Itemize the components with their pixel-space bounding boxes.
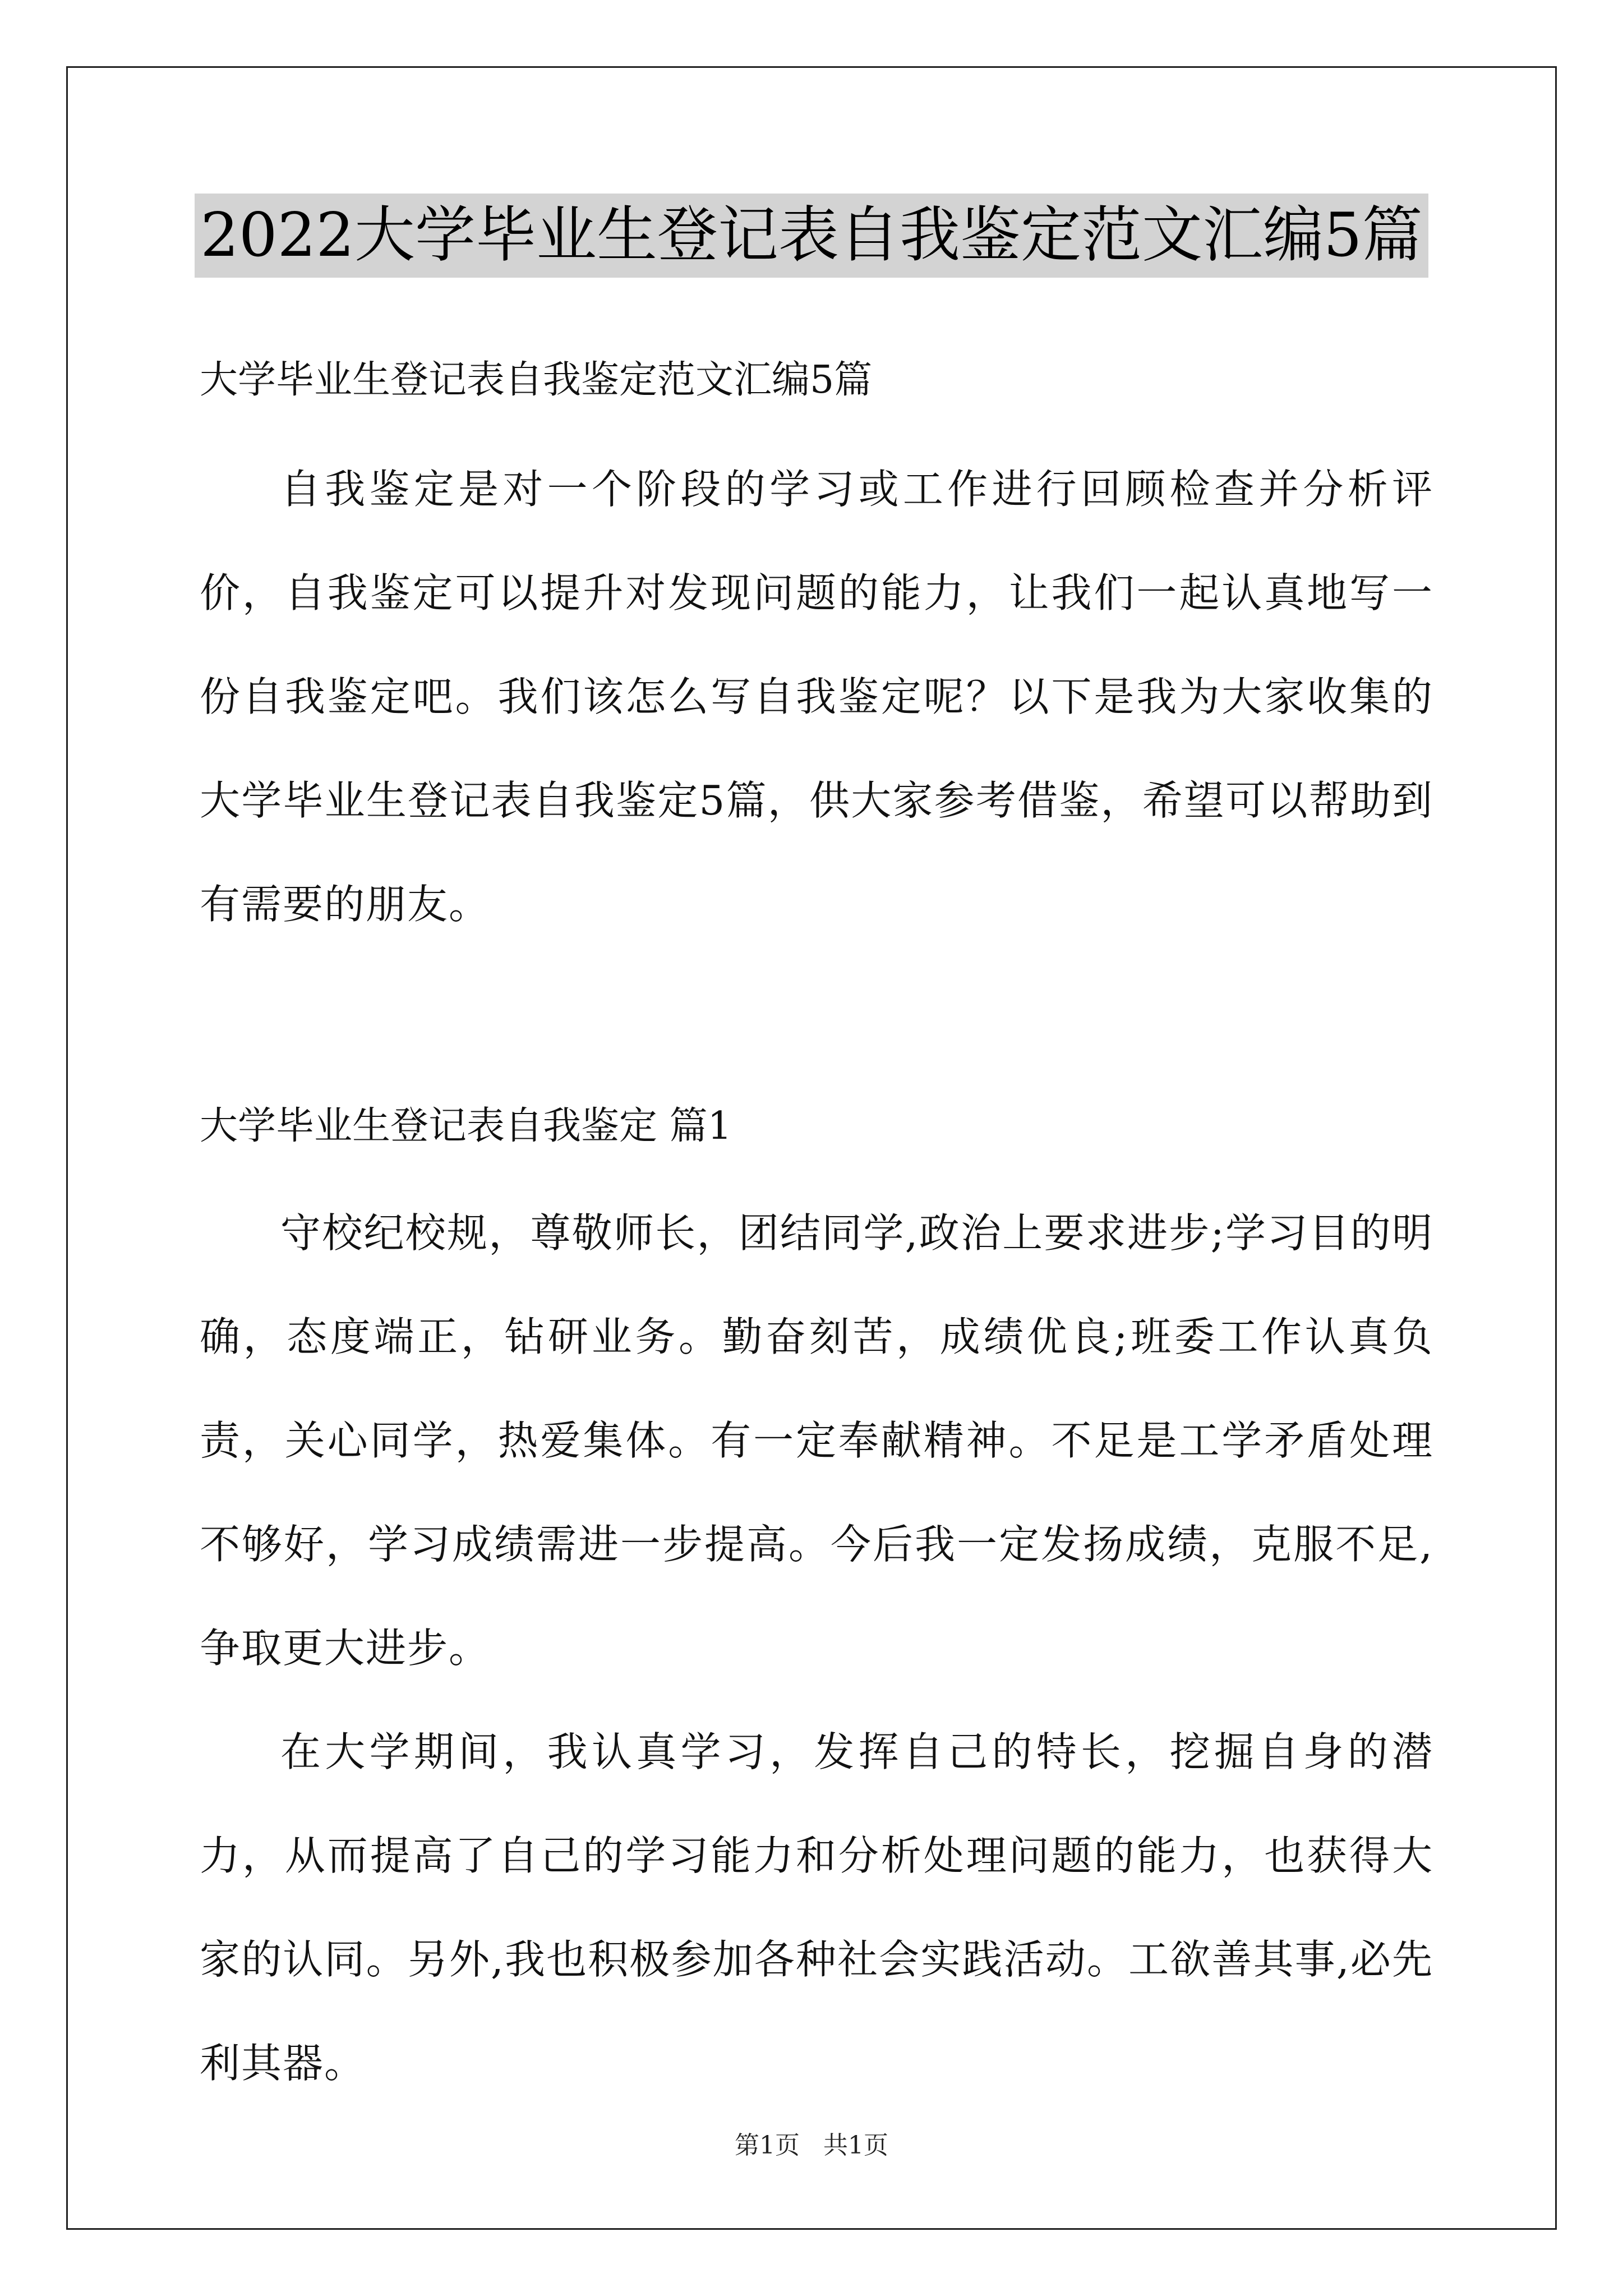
document-title: 2022大学毕业生登记表自我鉴定范文汇编5篇 bbox=[195, 194, 1428, 278]
body-paragraph-1: 守校纪校规，尊敬师长，团结同学,政治上要求进步;学习目的明确，态度端正，钻研业务。勤奋刻苦，成绩优良;班委工作认真负责，关心同学，热爱集体。有一定奉献精神。不足是工学矛盾处理不够好，学习成绩需进一步提高。今后我一定发扬成绩，克服不足,争取更大进步。 bbox=[200, 1209, 1433, 1672]
body-paragraph-2: 在大学期间，我认真学习，发挥自己的特长，挖掘自身的潜力，从而提高了自己的学习能力和分析处理问题的能力，也获得大家的认同。另外,我也积极参加各种社会实践活动。工欲善其事,必先利其器。 bbox=[200, 1728, 1433, 2087]
intro-block bbox=[200, 438, 1433, 956]
title-container bbox=[0, 194, 1623, 278]
page-footer: 第1页 共1页 bbox=[735, 2131, 888, 2160]
document-subtitle: 大学毕业生登记表自我鉴定范文汇编5篇 bbox=[200, 358, 873, 402]
intro-paragraph: 自我鉴定是对一个阶段的学习或工作进行回顾检查并分析评价，自我鉴定可以提升对发现问题的能力，让我们一起认真地写一份自我鉴定吧。我们该怎么写自我鉴定呢？以下是我为大家收集的大学毕业生登记表自我鉴定5篇，供大家参考借鉴，希望可以帮助到有需要的朋友。 bbox=[200, 466, 1433, 928]
section-body bbox=[200, 1181, 1433, 2115]
section-heading: 大学毕业生登记表自我鉴定 篇1 bbox=[200, 1104, 732, 1148]
